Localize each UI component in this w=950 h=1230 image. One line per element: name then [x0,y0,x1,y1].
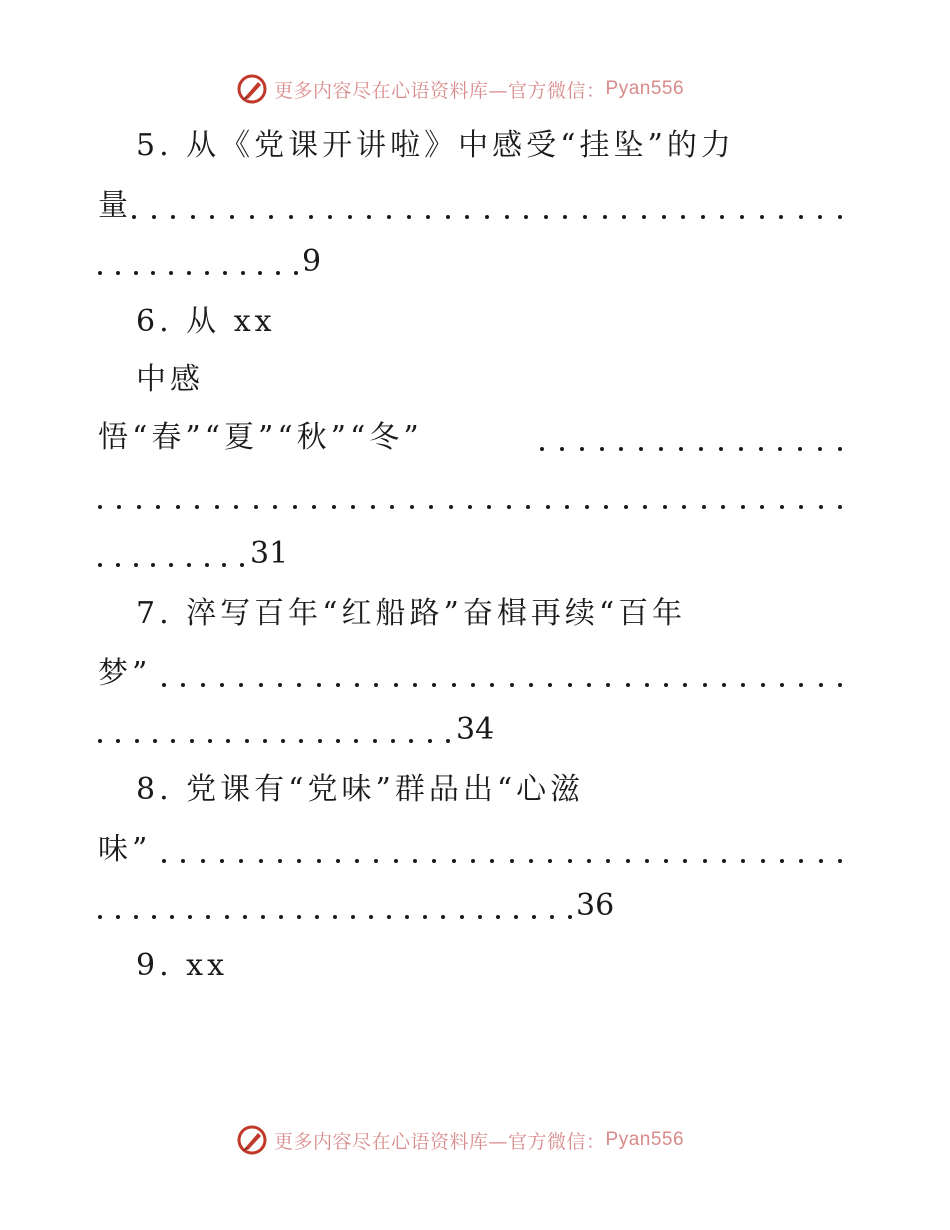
leader-dot [626,859,630,863]
leader-dot [240,563,244,567]
leader-dot [426,215,430,219]
leader-dot [529,683,533,687]
leader-dot [201,859,205,863]
leader-dot [205,563,209,567]
leader-dot [819,683,823,687]
leader-dot [587,859,591,863]
leader-dot [780,859,784,863]
leader-dot [187,271,191,275]
leader-dot [585,505,589,509]
leader-dot [162,859,166,863]
leader-dot [195,505,199,509]
toc-leader-dots [162,830,842,870]
leader-dot [98,505,102,509]
leader-dot [563,215,567,219]
leader-dot [206,915,210,919]
leader-dot [449,505,453,509]
leader-dot [222,563,226,567]
leader-dot [187,563,191,567]
leader-dot [778,447,782,451]
leader-dot [568,683,572,687]
toc-leader-dots [98,242,298,282]
leader-dot [333,915,337,919]
leader-dot [190,739,194,743]
leader-dot [169,563,173,567]
leader-dot [446,215,450,219]
leader-dot [276,271,280,275]
leader-dot [838,447,842,451]
leader-dot [799,215,803,219]
leader-dot [369,915,373,919]
leader-dot [336,739,340,743]
leader-dot [208,739,212,743]
leader-dot [799,859,803,863]
leader-dot [548,683,552,687]
leader-dot [760,215,764,219]
leader-dot [428,739,432,743]
leader-dot [312,505,316,509]
leader-dot [223,271,227,275]
leader-dot [351,505,355,509]
leader-dot [622,215,626,219]
leader-dot [664,859,668,863]
leader-dot [838,859,842,863]
leader-dot [544,215,548,219]
leader-dot [116,271,120,275]
leader-dot [98,739,102,743]
leader-dot [496,915,500,919]
leader-dot [780,683,784,687]
leader-dot [452,859,456,863]
leader-dot [354,739,358,743]
leader-dot [799,505,803,509]
toc-entry-9-title: 9. xx [136,948,228,983]
leader-dot [176,505,180,509]
leader-dot [524,215,528,219]
leader-dot [281,739,285,743]
leader-dot [355,859,359,863]
leader-dot [565,505,569,509]
leader-dot [645,683,649,687]
leader-dot [297,859,301,863]
leader-dot [603,215,607,219]
leader-dot [490,859,494,863]
leader-dot [156,505,160,509]
leader-dot [799,683,803,687]
leader-dot [373,739,377,743]
toc-leader-dots [540,418,842,458]
leader-dot [703,683,707,687]
leader-dot [514,915,518,919]
leader-dot [215,505,219,509]
leader-dot [703,859,707,863]
leader-dot [259,683,263,687]
leader-dot [387,215,391,219]
leader-dot [250,215,254,219]
leader-dot [191,215,195,219]
leader-dot [526,505,530,509]
leader-dot [741,505,745,509]
leader-dot [532,915,536,919]
leader-dot [98,915,102,919]
leader-dot [583,215,587,219]
leader-dot [230,215,234,219]
leader-dot [116,915,120,919]
toc-entry-6-title-cont: 中感 [136,362,204,397]
leader-dot [818,447,822,451]
leader-dot [336,683,340,687]
leader-dot [683,859,687,863]
leader-dot [355,683,359,687]
leader-dot [351,915,355,919]
pen-logo-icon [236,73,268,105]
leader-dot [134,271,138,275]
leader-dot [116,739,120,743]
leader-dot [170,915,174,919]
leader-dot [407,215,411,219]
leader-dot [278,859,282,863]
leader-dot [137,505,141,509]
leader-dot [169,271,173,275]
leader-dot [683,683,687,687]
leader-dot [152,915,156,919]
leader-dot [432,683,436,687]
leader-dot [721,505,725,509]
leader-dot [409,739,413,743]
toc-entry-6-page: 31 [250,536,289,571]
leader-dot [741,683,745,687]
leader-dot [243,915,247,919]
leader-dot [374,859,378,863]
leader-dot [460,915,464,919]
toc-entry-7-title-cont: 梦” [98,656,152,691]
toc-leader-dots [98,710,450,750]
leader-dot [682,505,686,509]
leader-dot [201,683,205,687]
leader-dot [720,215,724,219]
leader-dot [261,915,265,919]
leader-dot [153,739,157,743]
leader-dot [294,271,298,275]
leader-dot [505,215,509,219]
leader-dot [626,683,630,687]
leader-dot [548,859,552,863]
leader-dot [662,215,666,219]
leader-dot [619,447,623,451]
leader-dot [429,505,433,509]
leader-dot [317,683,321,687]
leader-dot [152,215,156,219]
leader-dot [135,739,139,743]
leader-dot [299,739,303,743]
leader-dot [838,215,842,219]
leader-dot [241,271,245,275]
leader-dot [701,215,705,219]
leader-dot [293,505,297,509]
leader-dot [205,271,209,275]
leader-dot [405,915,409,919]
leader-dot [540,447,544,451]
leader-dot [798,447,802,451]
leader-dot [181,683,185,687]
leader-dot [315,915,319,919]
leader-dot [134,915,138,919]
leader-dot [761,683,765,687]
leader-dot [446,739,450,743]
toc-leader-dots [98,534,244,574]
toc-entry-5-title: 5. 从《党课开讲啦》中感受“挂坠”的力 [136,128,735,163]
leader-dot [98,563,102,567]
leader-dot [410,505,414,509]
leader-dot [226,739,230,743]
leader-dot [162,683,166,687]
leader-dot [423,915,427,919]
leader-dot [245,739,249,743]
leader-dot [760,505,764,509]
leader-dot [485,215,489,219]
footer-banner [236,1123,684,1157]
leader-dot [309,215,313,219]
leader-dot [367,215,371,219]
leader-dot [490,683,494,687]
leader-dot [550,915,554,919]
leader-dot [664,683,668,687]
leader-dot [117,505,121,509]
toc-leader-dots [98,886,572,926]
leader-dot [740,215,744,219]
leader-dot [239,683,243,687]
leader-dot [468,505,472,509]
header-banner [236,72,684,106]
leader-dot [719,447,723,451]
leader-dot [471,683,475,687]
leader-dot [604,505,608,509]
toc-leader-dots [162,654,842,694]
leader-dot [289,215,293,219]
leader-dot [722,683,726,687]
leader-dot [759,447,763,451]
leader-dot [134,563,138,567]
leader-dot [478,915,482,919]
leader-dot [328,215,332,219]
footer-text: 更多内容尽在心语资料库—官方微信： [274,1130,606,1153]
leader-dot [269,215,273,219]
leader-dot [258,271,262,275]
leader-dot [390,505,394,509]
leader-dot [639,447,643,451]
leader-dot [413,683,417,687]
leader-dot [642,215,646,219]
leader-dot [371,505,375,509]
leader-dot [818,215,822,219]
pen-logo-icon [236,1124,268,1156]
leader-dot [645,859,649,863]
leader-dot [394,859,398,863]
toc-entry-5-title-cont: 量 [98,188,132,223]
toc-entry-8-title-cont: 味” [98,832,152,867]
leader-dot [259,859,263,863]
leader-dot [702,505,706,509]
leader-dot [394,683,398,687]
leader-dot [546,505,550,509]
leader-dot [838,683,842,687]
header-text: 更多内容尽在心语资料库—官方微信： [274,79,606,102]
leader-dot [171,739,175,743]
leader-dot [507,505,511,509]
leader-dot [606,683,610,687]
leader-dot [819,505,823,509]
leader-dot [318,739,322,743]
leader-dot [332,505,336,509]
leader-dot [254,505,258,509]
leader-dot [779,215,783,219]
leader-dot [132,215,136,219]
leader-dot [659,447,663,451]
leader-dot [452,683,456,687]
toc-entry-6-title: 6. 从 xx [136,304,276,339]
leader-dot [116,563,120,567]
leader-dot [98,271,102,275]
leader-dot [220,859,224,863]
leader-dot [225,915,229,919]
leader-dot [600,447,604,451]
leader-dot [171,215,175,219]
leader-dot [580,447,584,451]
leader-dot [663,505,667,509]
leader-dot [234,505,238,509]
leader-dot [151,271,155,275]
toc-entry-7-page: 34 [456,712,495,747]
leader-dot [761,859,765,863]
leader-dot [465,215,469,219]
leader-dot [624,505,628,509]
leader-dot [317,859,321,863]
toc-leader-dots [132,186,842,226]
toc-entry-8-title: 8. 党课有“党味”群品出“心滋 [136,772,585,807]
leader-dot [181,859,185,863]
leader-dot [679,447,683,451]
leader-dot [699,447,703,451]
leader-dot [441,915,445,919]
leader-dot [838,505,842,509]
leader-dot [273,505,277,509]
leader-dot [471,859,475,863]
leader-dot [606,859,610,863]
leader-dot [279,915,283,919]
leader-dot [387,915,391,919]
leader-dot [188,915,192,919]
leader-dot [739,447,743,451]
leader-dot [220,683,224,687]
leader-dot [587,683,591,687]
leader-dot [568,915,572,919]
leader-dot [560,447,564,451]
leader-dot [487,505,491,509]
leader-dot [510,859,514,863]
leader-dot [722,859,726,863]
leader-dot [529,859,533,863]
leader-dot [297,683,301,687]
leader-dot [681,215,685,219]
leader-dot [413,859,417,863]
leader-dot [210,215,214,219]
leader-dot [432,859,436,863]
leader-dot [263,739,267,743]
leader-dot [391,739,395,743]
leader-dot [239,859,243,863]
leader-dot [348,215,352,219]
toc-entry-7-title: 7. 淬写百年“红船路”奋楫再续“百年 [136,596,687,631]
leader-dot [819,859,823,863]
leader-dot [278,683,282,687]
leader-dot [510,683,514,687]
leader-dot [568,859,572,863]
toc-entry-6-title-cont2: 悟“春”“夏”“秋”“冬” [98,420,423,455]
footer-wechat: Pyan556 [605,1129,685,1150]
leader-dot [780,505,784,509]
toc-leader-dots [98,476,842,516]
leader-dot [374,683,378,687]
leader-dot [151,563,155,567]
leader-dot [643,505,647,509]
header-wechat: Pyan556 [605,78,685,99]
toc-entry-5-page: 9 [302,244,322,279]
toc-entry-8-page: 36 [576,888,615,923]
leader-dot [297,915,301,919]
leader-dot [336,859,340,863]
leader-dot [741,859,745,863]
